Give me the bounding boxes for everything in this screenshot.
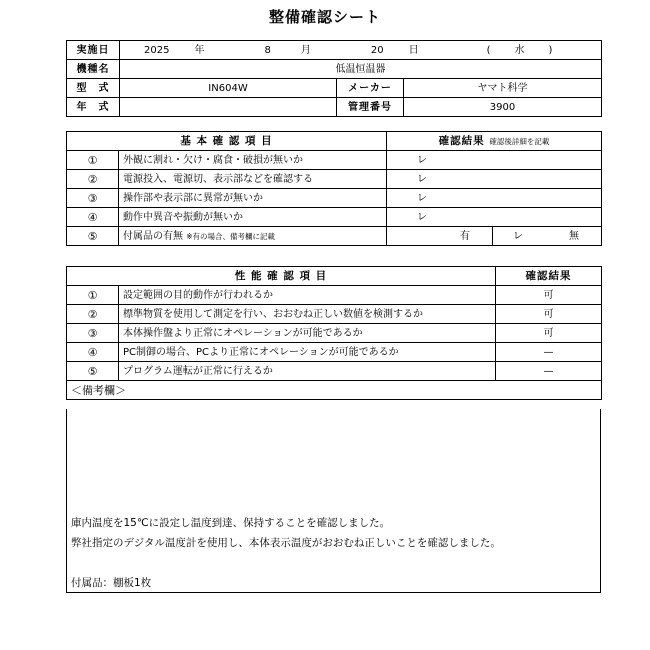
model-row (67, 79, 602, 98)
basic-text: 動作中異音や振動が無いか (119, 208, 387, 227)
date-label: 実施日 (67, 41, 120, 60)
basic-row (67, 189, 602, 208)
name-value: 低温恒温器 (120, 60, 602, 79)
remarks-line-3: 付属品：棚板1枚 (71, 577, 152, 589)
date-weekday: 水 (514, 44, 525, 56)
basic-num: ③ (67, 189, 119, 208)
basic-result-header (387, 132, 602, 151)
basic-text: 外観に割れ・欠け・腐食・破損が無いか (119, 151, 387, 170)
perf-text: 設定範囲の目的動作が行われるか (119, 286, 496, 305)
perf-num: ④ (67, 343, 119, 362)
basic-check-table (66, 131, 602, 246)
maker-value: ヤマト科学 (404, 79, 602, 98)
name-label: 機種名 (67, 60, 120, 79)
name-row (67, 60, 602, 79)
accessory-note: ※有の場合、備考欄に記載 (186, 231, 275, 241)
basic-row (67, 208, 602, 227)
basic-result: レ (387, 170, 602, 189)
perf-num: ① (67, 286, 119, 305)
date-month: 8 (264, 44, 271, 56)
date-row (67, 41, 602, 60)
perf-text: 本体操作盤より正常にオペレーションが可能であるか (119, 324, 496, 343)
model-label: 型 式 (67, 79, 120, 98)
weekday-close: ) (548, 44, 553, 56)
accessory-label: 付属品の有無 (123, 230, 183, 242)
perf-text: プログラム運転が正常に行えるか (119, 362, 496, 381)
basic-result-note: 確認後詳細を記載 (489, 136, 550, 146)
perf-result-header: 確認結果 (496, 267, 602, 286)
perf-row (67, 324, 602, 343)
basic-num: ② (67, 170, 119, 189)
remarks-box (66, 409, 601, 593)
basic-row (67, 151, 602, 170)
basic-num: ① (67, 151, 119, 170)
maker-label: メーカー (337, 79, 404, 98)
basic-row (67, 170, 602, 189)
accessory-yes: 有 (387, 227, 493, 246)
perf-row (67, 286, 602, 305)
perf-text: 標準物質を使用して測定を行い、おおむね正しい数値を検測するか (119, 305, 496, 324)
model-value: IN604W (120, 79, 337, 98)
basic-result: レ (387, 208, 602, 227)
date-month-unit: 月 (300, 44, 311, 56)
year-row (67, 98, 602, 117)
perf-row (67, 305, 602, 324)
perf-num: ② (67, 305, 119, 324)
basic-header-row (67, 132, 602, 151)
date-day: 20 (370, 44, 384, 56)
basic-text: 操作部や表示部に異常が無いか (119, 189, 387, 208)
date-day-unit: 日 (408, 44, 419, 56)
perf-num: ③ (67, 324, 119, 343)
perf-row (67, 362, 602, 381)
accessory-no: 無 (569, 230, 579, 242)
page-title: 整備確認シート (268, 8, 381, 26)
accessory-mark: レ (513, 230, 523, 242)
basic-text: 電源投入、電源切、表示部などを確認する (119, 170, 387, 189)
remarks-line-1: 庫内温度を15℃に設定し温度到達、保持することを確認しました。 (71, 517, 391, 529)
basic-result: レ (387, 189, 602, 208)
basic-result-header-text: 確認結果 (438, 134, 485, 147)
mgmt-label: 管理番号 (337, 98, 404, 117)
basic-num: ④ (67, 208, 119, 227)
year-label: 年 式 (67, 98, 120, 117)
perf-result: 可 (496, 286, 602, 305)
remarks-label: ＜備考欄＞ (67, 381, 602, 400)
performance-check-table (66, 266, 602, 400)
perf-result: 可 (496, 305, 602, 324)
mgmt-value: 3900 (404, 98, 602, 117)
remarks-line-2: 弊社指定のデジタル温度計を使用し、本体表示温度がおおむね正しいことを確認しました。 (71, 537, 501, 549)
remarks-header-row (67, 381, 602, 400)
perf-result: — (496, 362, 602, 381)
basic-result: レ (387, 151, 602, 170)
perf-header: 性 能 確 認 項 目 (67, 267, 496, 286)
perf-row (67, 343, 602, 362)
date-year-unit: 年 (194, 44, 205, 56)
perf-num: ⑤ (67, 362, 119, 381)
perf-header-row (67, 267, 602, 286)
accessory-num: ⑤ (67, 227, 119, 246)
date-year: 2025 (144, 44, 170, 56)
weekday-open: ( (486, 44, 491, 56)
perf-result: — (496, 343, 602, 362)
perf-text: PC制御の場合、PCより正常にオペレーションが可能であるか (119, 343, 496, 362)
info-table (66, 40, 602, 117)
perf-result: 可 (496, 324, 602, 343)
date-value (120, 41, 602, 60)
year-value (120, 98, 337, 117)
accessory-text (119, 227, 387, 246)
accessory-row (67, 227, 602, 246)
accessory-no-cell (493, 227, 602, 246)
basic-header: 基 本 確 認 項 目 (67, 132, 387, 151)
